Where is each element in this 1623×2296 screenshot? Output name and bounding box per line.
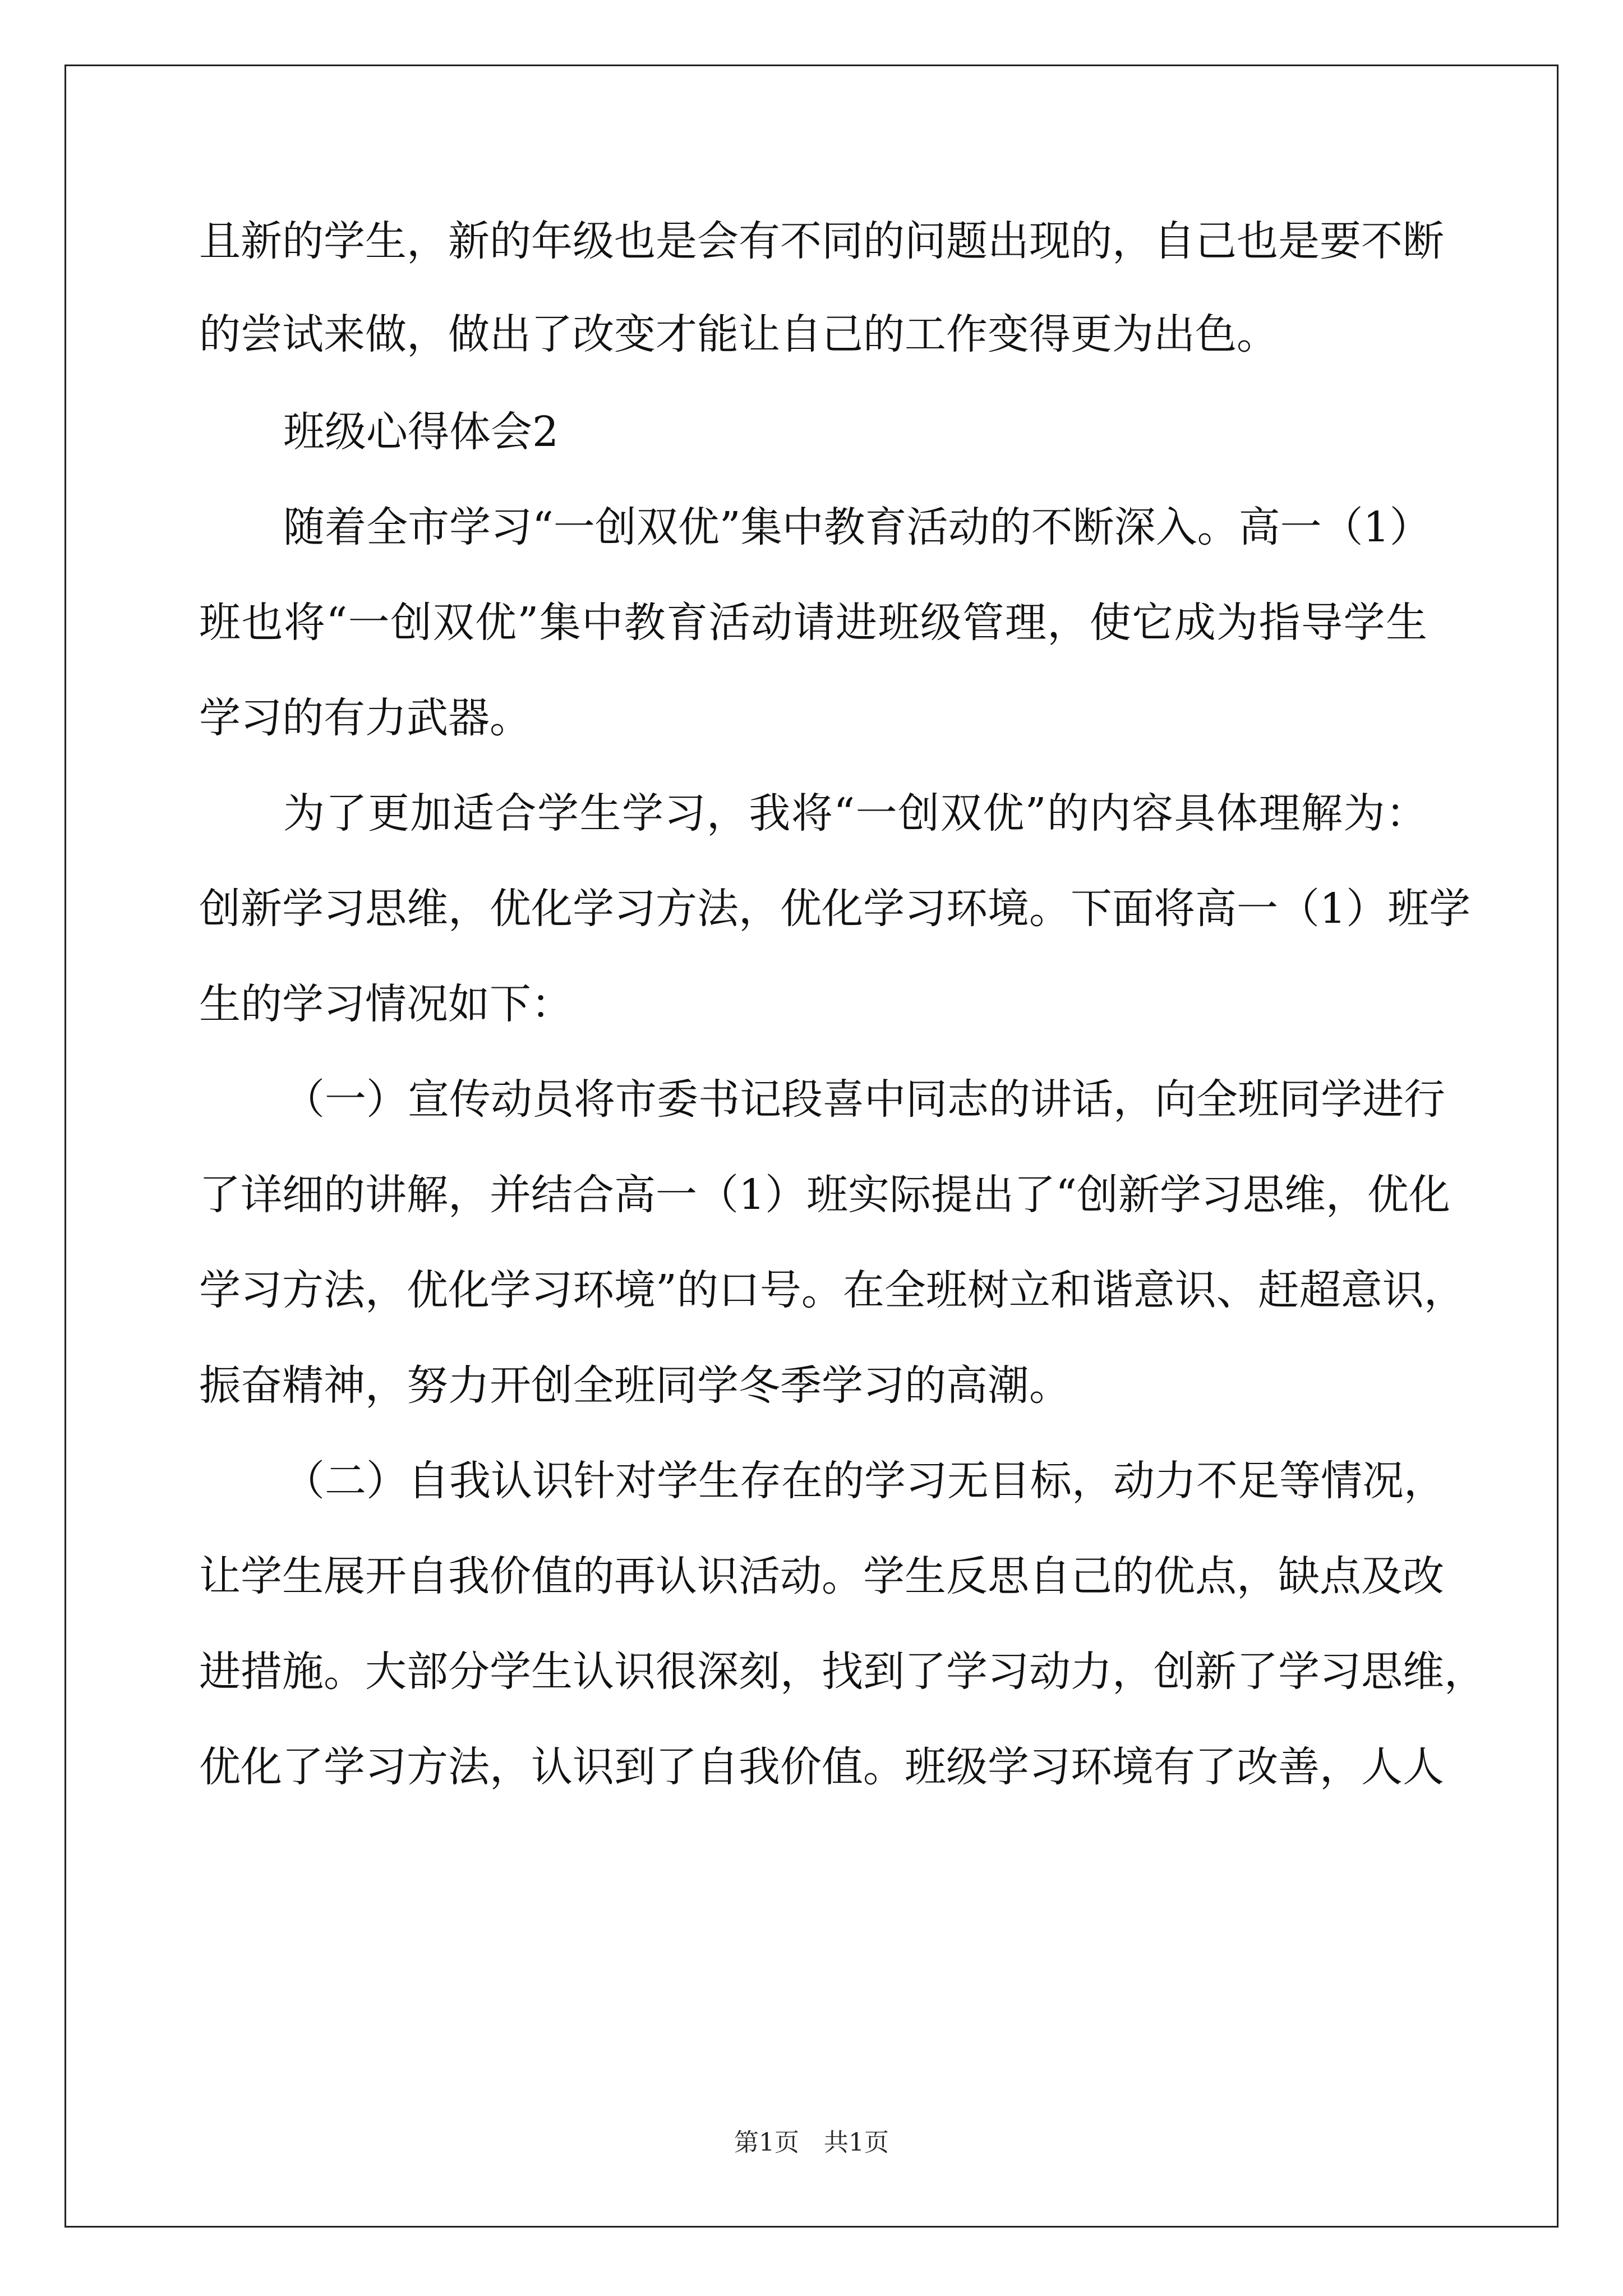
body-text-line: 让学生展开自我价值的再认识活动。学生反思自己的优点，缺点及改: [199, 1552, 1444, 1600]
page-border: [64, 65, 1559, 2228]
body-text-line: 学习方法，优化学习环境”的口号。在全班树立和谐意识、赶超意识，: [199, 1266, 1465, 1314]
body-text-line: 为了更加适合学生学习，我将“一创双优”的内容具体理解为：: [283, 789, 1427, 838]
body-text-line: 学习的有力武器。: [199, 694, 531, 742]
body-text-line: 进措施。大部分学生认识很深刻，找到了学习动力，创新了学习思维，: [199, 1648, 1486, 1696]
body-text-line: 振奋精神，努力开创全班同学冬季学习的高潮。: [199, 1361, 1071, 1410]
body-text-line: 且新的学生，新的年级也是会有不同的问题出现的，自己也是要不断: [199, 217, 1444, 265]
body-text-line: 的尝试来做，做出了改变才能让自己的工作变得更为出色。: [199, 310, 1278, 358]
body-text-line: 班也将“一创双优”集中教育活动请进班级管理，使它成为指导学生: [199, 599, 1427, 647]
page-footer: 第1页 共1页: [734, 2128, 889, 2157]
body-text-line: 优化了学习方法，认识到了自我价值。班级学习环境有了改善，人人: [199, 1743, 1444, 1791]
body-text-line: 创新学习思维，优化学习方法，优化学习环境。下面将高一（1）班学: [199, 885, 1471, 933]
body-text-line: 随着全市学习“一创双优”集中教育活动的不断深入。高一（1）: [283, 503, 1431, 551]
body-text-line: 了详细的讲解，并结合高一（1）班实际提出了“创新学习思维，优化: [199, 1171, 1450, 1219]
section-heading: 班级心得体会2: [283, 408, 559, 456]
body-text-line: 生的学习情况如下：: [199, 980, 573, 1028]
body-text-line: （二）自我认识针对学生存在的学习无目标，动力不足等情况，: [283, 1457, 1445, 1505]
body-text-line: （一）宣传动员将市委书记段喜中同志的讲话，向全班同学进行: [283, 1075, 1445, 1124]
